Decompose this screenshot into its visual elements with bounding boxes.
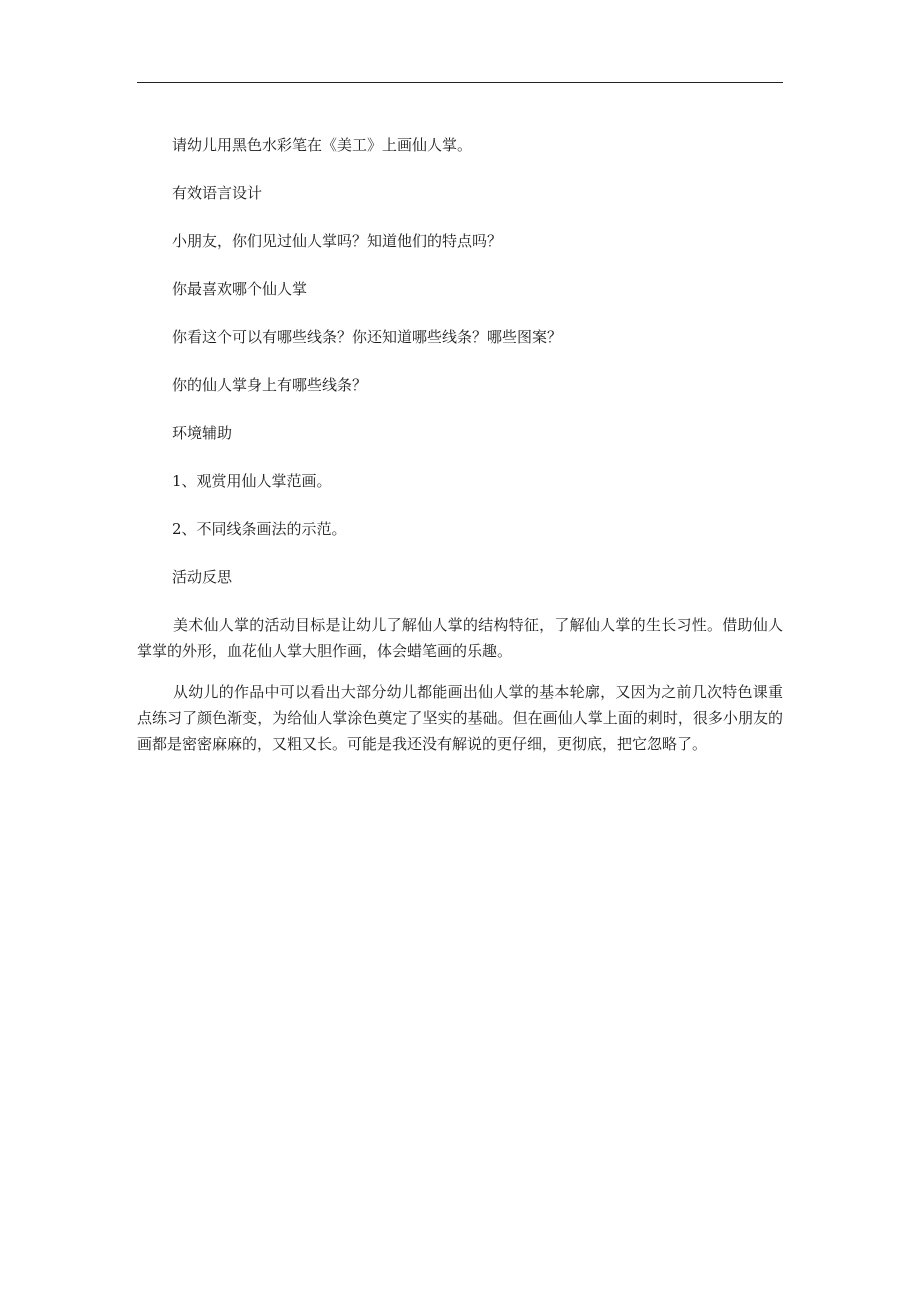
text-line-instruction: 请幼儿用黑色水彩笔在《美工》上画仙人掌。 — [172, 136, 473, 154]
text-line-question-1: 小朋友，你们见过仙人掌吗？知道他们的特点吗？ — [172, 232, 503, 250]
list-item-1: 1、观赏用仙人掌范画。 — [172, 472, 332, 490]
text-line-question-4: 你的仙人掌身上有哪些线条？ — [172, 376, 368, 394]
section-heading-reflection: 活动反思 — [172, 568, 233, 586]
document-body — [137, 132, 783, 772]
reflection-paragraph-2: 从幼儿的作品中可以看出大部分幼儿都能画出仙人掌的基本轮廓，又因为之前几次特色课重点练习了颜色渐变，为给仙人掌涂色奠定了坚实的基础。但在画仙人掌上面的刺时，很多小朋友的画都是密密麻麻的，又粗又长。可能是我还没有解说的更仔细，更彻底，把它忽略了。 — [137, 683, 783, 753]
text-line-question-2: 你最喜欢哪个仙人掌 — [172, 280, 308, 298]
header-divider — [137, 82, 783, 83]
reflection-paragraph-1: 美术仙人掌的活动目标是让幼儿了解仙人掌的结构特征，了解仙人掌的生长习性。借助仙人掌掌的外形，血花仙人掌大胆作画，体会蜡笔画的乐趣。 — [137, 616, 783, 660]
section-heading-language-design: 有效语言设计 — [172, 184, 263, 202]
list-item-2: 2、不同线条画法的示范。 — [172, 520, 347, 538]
section-heading-environment: 环境辅助 — [172, 424, 233, 442]
text-line-question-3: 你看这个可以有哪些线条？你还知道哪些线条？哪些图案？ — [172, 328, 563, 346]
